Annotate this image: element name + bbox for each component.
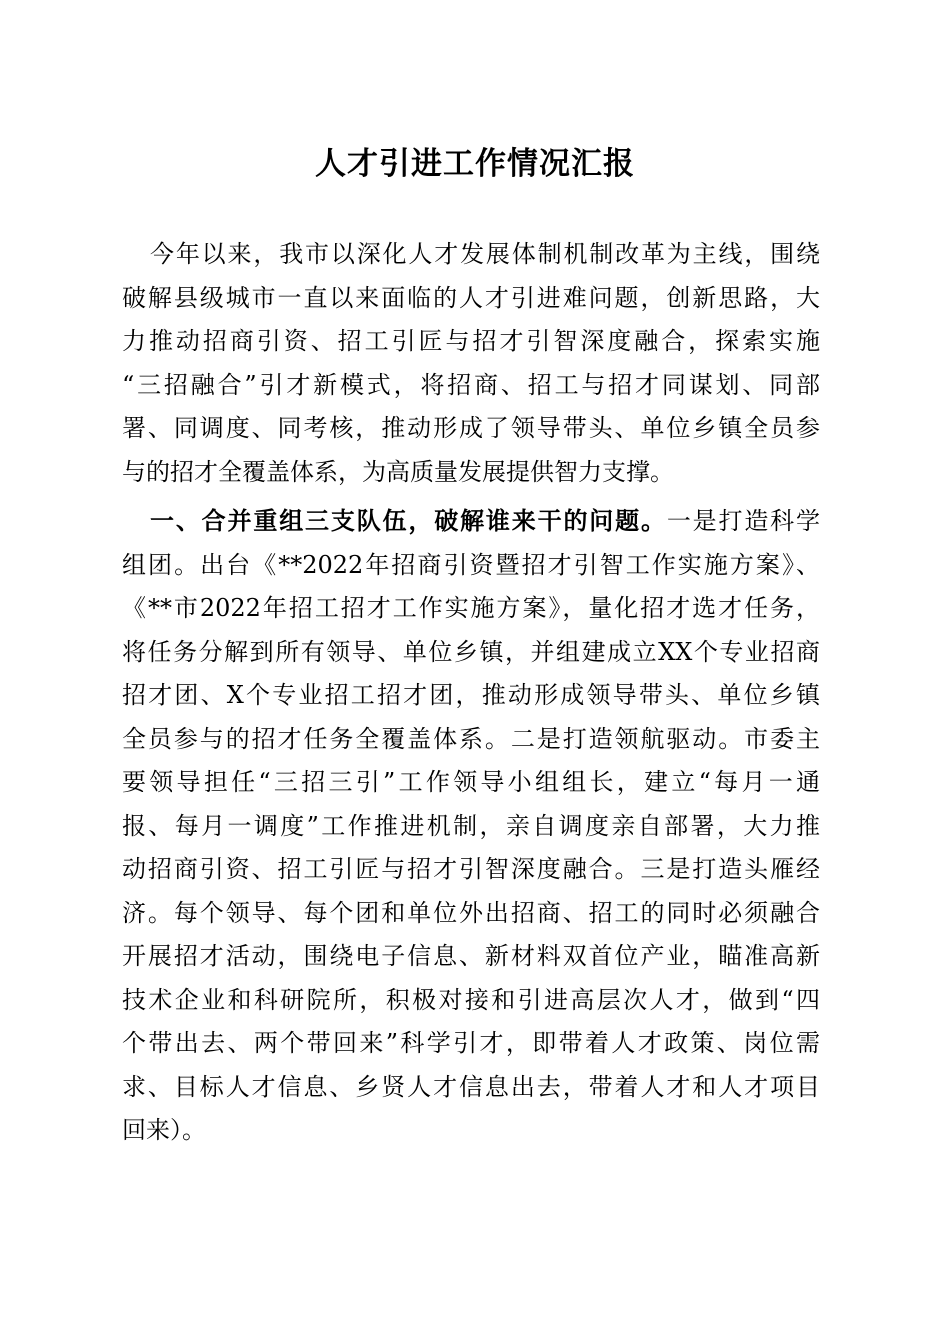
document-body xyxy=(122,233,820,1153)
text-line: 招才团、X个专业招工招才团，推动形成领导带头、单位乡镇 xyxy=(122,681,820,709)
text-line: 与的招才全覆盖体系，为高质量发展提供智力支撑。 xyxy=(122,457,674,486)
text-line xyxy=(122,500,820,544)
text-line: 技术企业和科研院所，积极对接和引进高层次人才，做到“四 xyxy=(122,985,820,1014)
text-line: 要领导担任“三招三引”工作领导小组组长，建立“每月一通 xyxy=(122,768,820,796)
text-line: 破解县级城市一直以来面临的人才引进难问题，创新思路，大 xyxy=(122,283,820,312)
text-line: 回来）。 xyxy=(122,1116,206,1144)
text-line: 济。每个领导、每个团和单位外出招商、招工的同时必须融合 xyxy=(122,898,820,927)
text-line: 动招商引资、招工引匠与招才引智深度融合。三是打造头雁经 xyxy=(122,855,820,883)
section-heading: 一、合并重组三支队伍，破解谁来干的问题。 xyxy=(150,507,667,535)
text-line: 开展招才活动，围绕电子信息、新材料双首位产业，瞄准高新 xyxy=(122,942,820,970)
text-line: 今年以来，我市以深化人才发展体制机制改革为主线，围绕 xyxy=(150,240,820,268)
text-line: 组团。出台《**2022年招商引资暨招才引智工作实施方案》、 xyxy=(122,550,820,579)
document-title: 人才引进工作情况汇报 xyxy=(315,146,635,182)
text-line: 力推动招商引资、招工引匠与招才引智深度融合，探索实施 xyxy=(122,327,820,355)
text-line: 报、每月一调度”工作推进机制，亲自调度亲自部署，大力推 xyxy=(122,811,820,840)
text-line: “三招融合”引才新模式，将招商、招工与招才同谋划、同部 xyxy=(122,370,820,399)
text-line: 署、同调度、同考核，推动形成了领导带头、单位乡镇全员参 xyxy=(122,414,820,442)
text-line: 全员参与的招才任务全覆盖体系。二是打造领航驱动。市委主 xyxy=(122,724,820,753)
text-line: 求、目标人才信息、乡贤人才信息出去，带着人才和人才项目 xyxy=(122,1072,820,1101)
section-1-paragraph xyxy=(122,500,820,1153)
text-line: 个带出去、两个带回来”科学引才，即带着人才政策、岗位需 xyxy=(122,1029,820,1057)
text-line: 《**市2022年招工招才工作实施方案》，量化招才选才任务， xyxy=(122,594,820,622)
text-line: 将任务分解到所有领导、单位乡镇，并组建成立XX个专业招商 xyxy=(122,637,820,666)
intro-paragraph xyxy=(122,233,820,494)
section-text: 一是打造科学 xyxy=(666,507,821,535)
